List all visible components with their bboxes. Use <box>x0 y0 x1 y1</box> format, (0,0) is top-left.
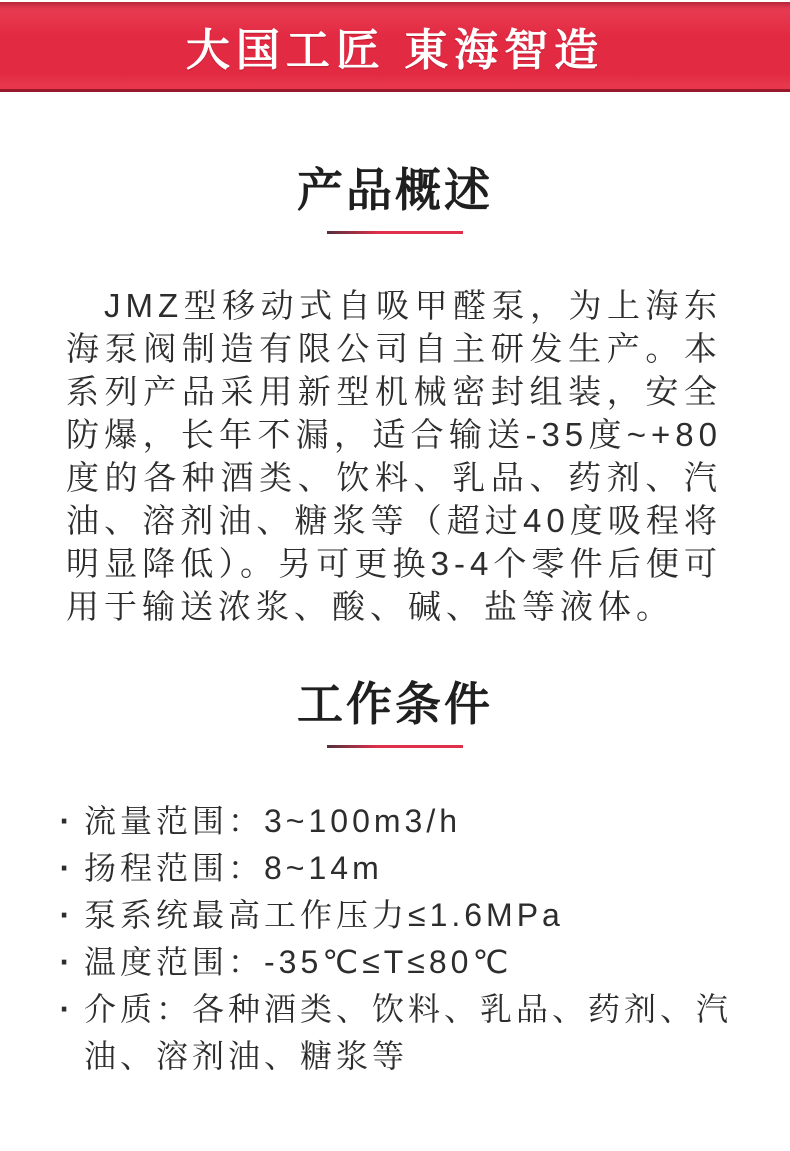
overview-title-underline <box>327 231 463 234</box>
list-item <box>50 798 734 845</box>
brand-banner <box>0 2 790 92</box>
condition-max-pressure: 泵系统最高工作压力≤1.6MPa <box>84 897 564 933</box>
bullet-icon: · <box>59 897 75 933</box>
condition-media: 介质：各种酒类、饮料、乳品、药剂、汽油、溶剂油、糖浆等 <box>84 991 733 1074</box>
overview-paragraph: JMZ型移动式自吸甲醛泵，为上海东海泵阀制造有限公司自主研发生产。本系列产品采用新型机械密封组装，安全防爆，长年不漏，适合输送-35度~+80度的各种酒类、饮料、乳品、药剂、汽油、溶剂油、糖浆等（超过40度吸程将明显降低）。另可更换3-4个零件后便可用于输送浓浆、酸、碱、盐等液体。 <box>66 287 722 625</box>
conditions-title-underline <box>327 745 463 748</box>
list-item <box>50 939 734 986</box>
overview-section-title: 产品概述 <box>297 164 493 216</box>
bullet-icon: · <box>59 850 75 886</box>
conditions-section-head <box>0 680 790 748</box>
product-overview-section <box>0 166 790 628</box>
working-conditions-section <box>0 680 790 1080</box>
conditions-section-title: 工作条件 <box>297 678 493 730</box>
condition-head-range: 扬程范围：8~14m <box>84 850 383 886</box>
conditions-list <box>50 798 734 1080</box>
condition-flow-range: 流量范围：3~100m3/h <box>84 803 462 839</box>
bullet-icon: · <box>59 991 75 1027</box>
overview-section-head <box>0 166 790 234</box>
brand-slogan: 大国工匠 東海智造 <box>185 25 605 75</box>
bullet-icon: · <box>59 944 75 980</box>
condition-temperature-range: 温度范围：-35℃≤T≤80℃ <box>84 944 513 980</box>
bullet-icon: · <box>59 803 75 839</box>
list-item <box>50 892 734 939</box>
list-item <box>50 986 734 1080</box>
list-item <box>50 845 734 892</box>
